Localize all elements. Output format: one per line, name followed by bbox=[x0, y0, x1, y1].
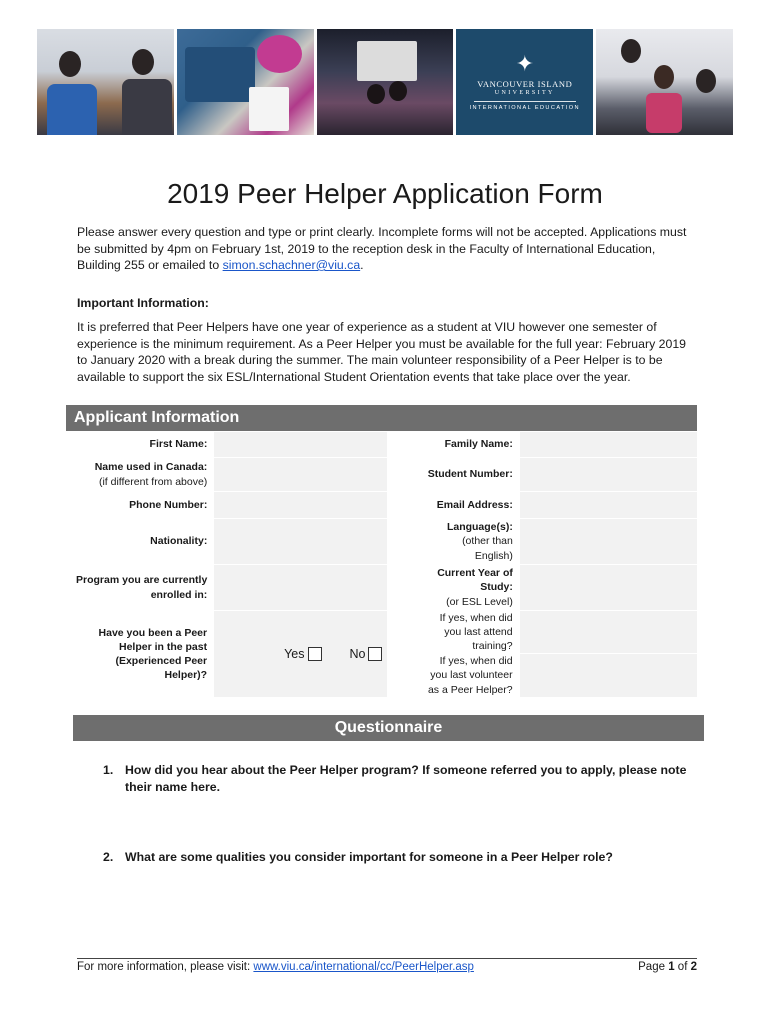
student-number-label: Student Number: bbox=[427, 468, 513, 481]
footer-divider bbox=[77, 958, 697, 959]
volunteer-label: If yes, when did you last volunteer as a Peer Helper? bbox=[427, 655, 513, 696]
year-field[interactable] bbox=[519, 565, 697, 610]
question-2: 2. What are some qualities you consider important for someone in a Peer Helper role? bbox=[103, 850, 613, 864]
name-canada-field[interactable] bbox=[213, 458, 388, 491]
volunteer-field[interactable] bbox=[519, 654, 697, 697]
name-canada-label: Name used in Canada: (if different from above) bbox=[94, 461, 208, 488]
program-field[interactable] bbox=[213, 565, 388, 610]
photo-peer-helpers-group bbox=[596, 29, 733, 135]
first-name-label: First Name: bbox=[149, 438, 208, 451]
no-label: No bbox=[349, 647, 366, 661]
nationality-field[interactable] bbox=[213, 519, 388, 564]
first-name-field[interactable] bbox=[213, 432, 388, 457]
applicant-information-header: Applicant Information bbox=[66, 405, 697, 431]
header-photo-strip bbox=[37, 29, 733, 135]
important-body: It is preferred that Peer Helpers have one year of experience as a student at VIU however one semester of experience is the minimum requirement. As a Peer Helper you must be available for the full year: February 2019 to January 2020 with a break during the summer. The main volunteer responsibility of a Peer Helper is to be available to support the six ESL/International Student Orientation events that take place over the year. bbox=[77, 320, 686, 384]
questionnaire-header: Questionnaire bbox=[73, 715, 704, 741]
family-name-field[interactable] bbox=[519, 432, 697, 457]
peer-helper-label: Have you been a Peer Helper in the past (Experienced Peer Helper)? bbox=[98, 626, 208, 682]
no-checkbox[interactable] bbox=[368, 647, 382, 661]
training-label: If yes, when did you last attend training? bbox=[439, 611, 513, 653]
applicant-form bbox=[66, 431, 697, 697]
photo-orientation-event bbox=[317, 29, 454, 135]
intro-paragraph: Please answer every question and type or print clearly. Incomplete forms will not be accepted. Applications must be submitted by 4pm on February 1st, 2019 to the reception desk in the Faculty of International Education, Building 255 or emailed to simon.schachner@viu.ca. bbox=[77, 225, 687, 272]
year-label: Current Year of Study: (or ESL Level) bbox=[437, 567, 513, 608]
email-field[interactable] bbox=[519, 492, 697, 518]
question-1: 1. How did you hear about the Peer Helper program? If someone referred you to apply, please note their name here. bbox=[103, 763, 687, 794]
email-link[interactable]: simon.schachner@viu.ca bbox=[222, 258, 361, 272]
photo-welcome-kit bbox=[177, 29, 314, 135]
languages-label: Language(s): (other than English) bbox=[446, 521, 513, 562]
yes-label: Yes bbox=[284, 647, 305, 661]
footer-info: For more information, please visit: www.viu.ca/international/cc/PeerHelper.asp bbox=[77, 961, 474, 973]
footer-link[interactable]: www.viu.ca/international/cc/PeerHelper.asp bbox=[253, 961, 474, 973]
page-number: Page 1 of 2 bbox=[638, 961, 697, 973]
phone-field[interactable] bbox=[213, 492, 388, 518]
footer bbox=[77, 961, 697, 973]
family-name-label: Family Name: bbox=[444, 438, 513, 451]
photo-students-table bbox=[37, 29, 174, 135]
student-number-field[interactable] bbox=[519, 458, 697, 491]
nationality-label: Nationality: bbox=[150, 535, 208, 548]
bird-icon: ✦ bbox=[515, 51, 534, 76]
training-field[interactable] bbox=[519, 611, 697, 653]
important-heading: Important Information: bbox=[77, 296, 209, 310]
peer-helper-choice bbox=[213, 611, 388, 697]
languages-field[interactable] bbox=[519, 519, 697, 564]
yes-checkbox[interactable] bbox=[308, 647, 322, 661]
email-label: Email Address: bbox=[436, 498, 513, 511]
program-label: Program you are currently enrolled in: bbox=[76, 574, 208, 601]
viu-logo: ✦ VANCOUVER ISLAND UNIVERSITY INTERNATIONAL EDUCATION bbox=[456, 29, 593, 135]
page-title: 2019 Peer Helper Application Form bbox=[167, 178, 603, 209]
phone-label: Phone Number: bbox=[129, 498, 208, 511]
